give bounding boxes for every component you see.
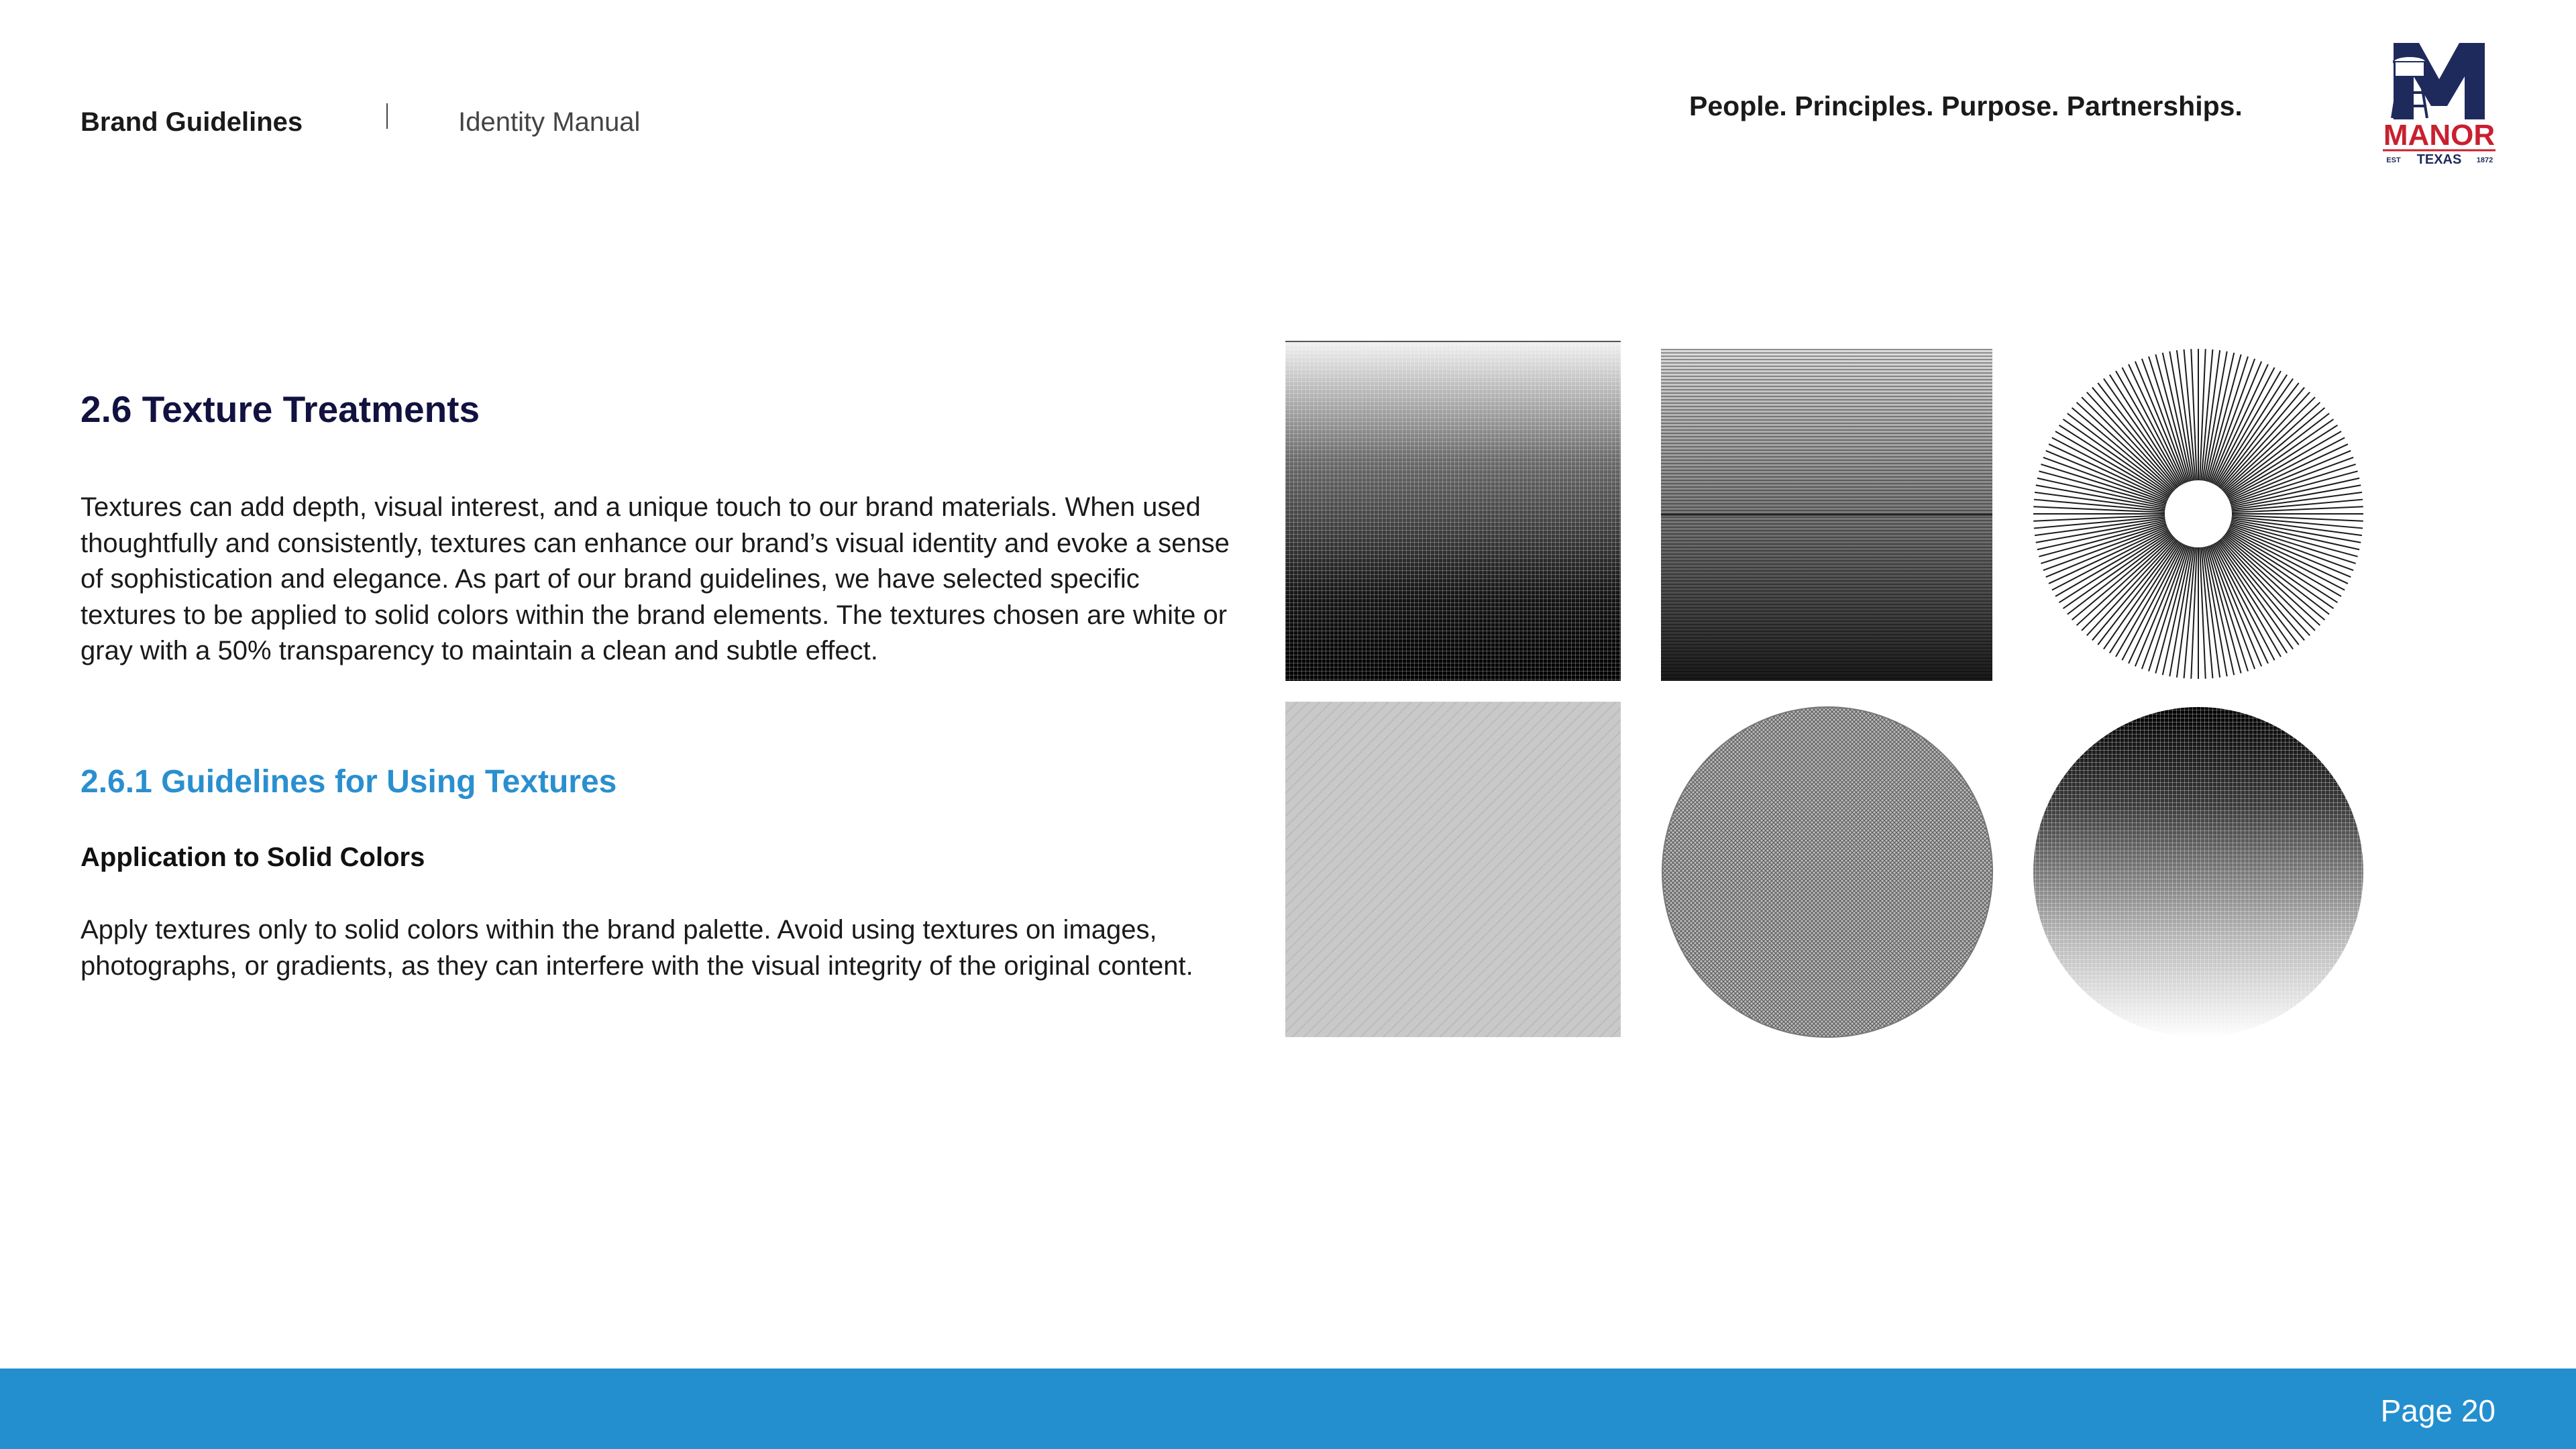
application-title: Application to Solid Colors bbox=[80, 843, 425, 872]
texture-crosshatch-circle bbox=[1661, 706, 1994, 1038]
texture-halftone-circle bbox=[2031, 706, 2365, 1038]
svg-text:EST: EST bbox=[2386, 156, 2401, 164]
svg-text:TEXAS: TEXAS bbox=[2416, 152, 2462, 167]
application-body: Apply textures only to solid colors within the brand palette. Avoid using textures on images, photographs, or gradients, as they can interfere with the visual integrity of the original content. bbox=[80, 915, 1193, 981]
texture-radial-burst bbox=[2031, 346, 2365, 682]
tagline: People. Principles. Purpose. Partnerships. bbox=[1689, 91, 2243, 121]
svg-text:1872: 1872 bbox=[2476, 156, 2493, 164]
brand-guidelines-label: Brand Guidelines bbox=[80, 107, 303, 137]
texture-horizontal-lines bbox=[1661, 349, 1992, 681]
header-left bbox=[80, 107, 640, 138]
subsection-title: 2.6.1 Guidelines for Using Textures bbox=[80, 764, 617, 800]
section-title: 2.6 Texture Treatments bbox=[80, 388, 480, 430]
identity-manual-label: Identity Manual bbox=[458, 107, 641, 137]
page-number: Page 20 bbox=[2380, 1393, 2496, 1428]
texture-halftone-square bbox=[1285, 341, 1621, 681]
logo-wordmark: MANOR bbox=[2383, 119, 2496, 152]
header-divider bbox=[386, 103, 388, 129]
manor-logo bbox=[2380, 39, 2498, 168]
footer-bar bbox=[0, 1368, 2576, 1449]
texture-diagonal-lines bbox=[1285, 702, 1621, 1037]
section-body: Textures can add depth, visual interest, and a unique touch to our brand materials. When used thoughtfully and consistently, textures can enhance our brand’s visual identity and evoke a sense of sophistication and elegance. As part of our brand guidelines, we have selected specific textures to be applied to solid colors within the brand elements. The textures chosen are white or gray with a 50% transparency to maintain a clean and subtle effect. bbox=[80, 492, 1230, 665]
